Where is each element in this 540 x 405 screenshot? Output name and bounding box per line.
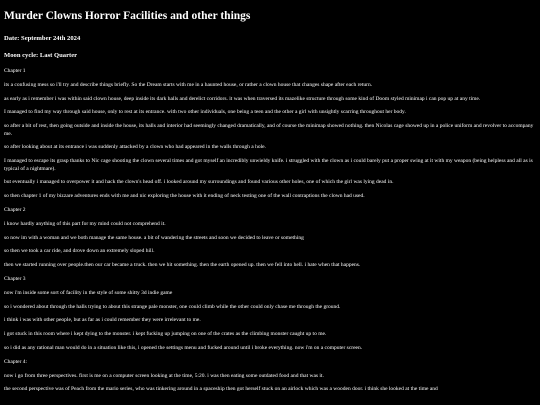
paragraph: so after a bit of rest, then going outside and inside the house, its halls and interior had seemingly changed dramatically, and of course the minimap showed nothing. then Nicolas cage showed up in a police uniform and revolver to accompany me. xyxy=(4,123,534,137)
paragraph: so after looking about at its entrance i was suddenly attacked by a clown who had appeared in the walls through a hole. xyxy=(4,144,266,151)
document-title: Murder Clowns Horror Facilities and other things xyxy=(4,10,251,22)
date-line: Date: September 24th 2024 xyxy=(4,35,81,42)
paragraph: I managed to escape its grasp thanks to Nic cage shooting the clown several times and got myself an incredibly unwieldy knife. i struggled with the clown as i could barely put a proper swing at it with my weapon (being helpless and all as is typical of a nightmare). xyxy=(4,158,533,172)
paragraph: so now im with a woman and we both manage the same house. a bit of wandering the streets and soon we decided to leave or something xyxy=(4,234,304,241)
paragraph: the second perspective was of Peach from the mario series, who was tinkering around in a spaceship then got herself stuck on an airlock which was a wooden door. i think she looked at the time and xyxy=(4,386,438,393)
paragraph: now i'm inside some sort of facility in the style of some shitty 3d indie game xyxy=(4,289,173,296)
paragraph: its a confusing mess so i'll try and describe things briefly. So the Dream starts with me in a haunted house, or rather a clown house that changes shape after each return. xyxy=(4,81,373,88)
paragraph: i know hardly anything of this part for my mind could not comprehend it. xyxy=(4,220,166,227)
paragraph: but eventually i managed to overpower it and hack the clown's head off. i looked around my surroundings and found various other holes, one of which the girl was lying dead in. xyxy=(4,179,394,186)
paragraph: so then we took a car ride, and drove down an extremely sloped hill. xyxy=(4,248,155,255)
chapter-heading: Chapter 3 xyxy=(4,275,26,282)
moon-cycle-line: Moon cycle: Last Quarter xyxy=(4,52,78,59)
chapter-heading: Chapter 1 xyxy=(4,68,26,74)
paragraph: so i did as any rational man would do in a situation like this, i opened the settings menu and fucked around until i broke everything. now i'm on a computer screen. xyxy=(4,344,363,351)
paragraph: i got stuck in this room where i kept dying to the monster. i kept fucking up jumping on one of the crates as the climbing monster caught up to me. xyxy=(4,331,327,338)
paragraph: so i wondered about through the halls trying to about this strange pale monster, one could climb while the other could only chase me through the ground. xyxy=(4,303,341,310)
chapter-heading: Chapter 2 xyxy=(4,206,26,213)
paragraph: i think i was with other people, but as far as i could remember they were irrelevant to me. xyxy=(4,317,201,324)
paragraph: now i go from three perspectives. first is me on a computer screen looking at the time, 5:20. i was then eating some outdated food and that was it. xyxy=(4,372,324,379)
paragraph: then we started running over people.then our car became a truck. then we hit something. then the earth opened up. then we fell into hell. i hate when that happens. xyxy=(4,262,361,269)
paragraph: so then chapter 1 of my bizzare adventures ends with me and nic exploring the house with it ending of neck testing one of the wall contraptions the clown had used. xyxy=(4,193,365,200)
chapter-heading: Chapter 4: xyxy=(4,358,28,365)
paragraph: as early as i remember i was within said clown house, deep inside its dark halls and derelict corridors. it was when traversed its mazelike structure through some kind of Doom styled minimap i can pop up at any time. xyxy=(4,95,481,102)
paragraph: I managed to find my way through said house, only to rest at its entrance. with two other individuals, one being a teen and the other a girl with unsightly scarring throughout her body. xyxy=(4,109,406,116)
